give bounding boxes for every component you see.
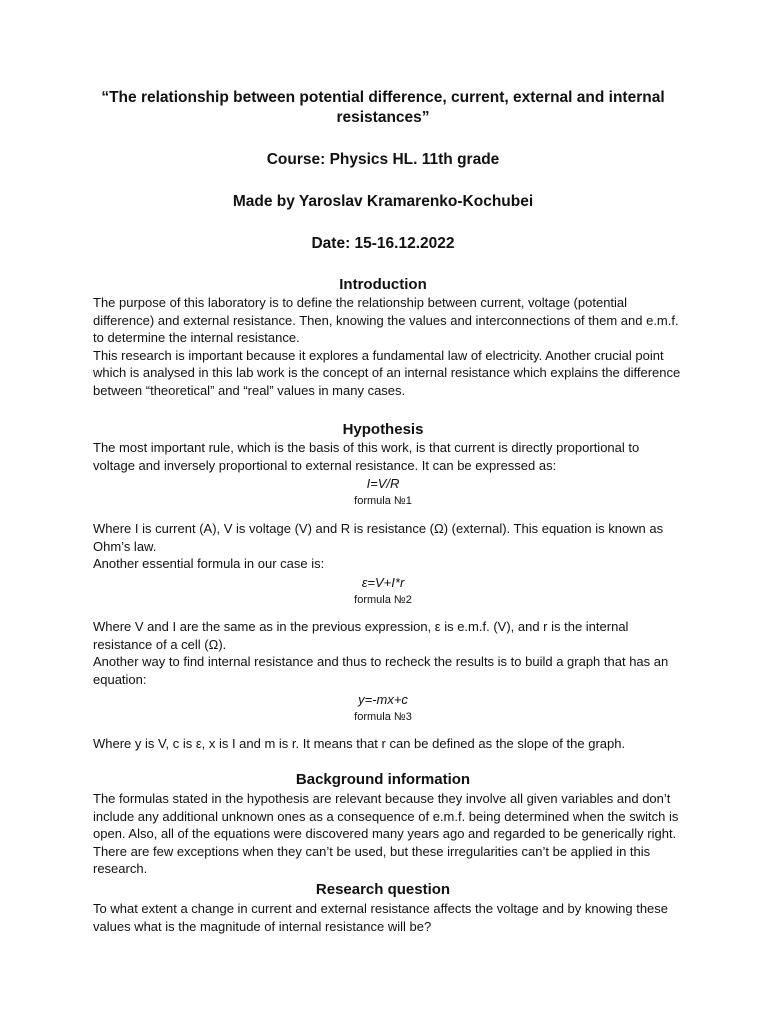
background-heading: Background information bbox=[295, 771, 471, 788]
course-line: Course: Physics HL. 11th grade bbox=[266, 151, 500, 168]
hypothesis-text-3 bbox=[93, 618, 683, 688]
hypothesis-paragraph-1: The most important rule, which is the basis of this work, is that current is directly proportional to voltage and inversely proportional to external resistance. It can be expressed as: bbox=[93, 440, 640, 473]
hypothesis-paragraph-6: Where y is V, c is ε, x is I and m is r. It means that r can be defined as the slope of the graph. bbox=[93, 736, 626, 751]
hypothesis-text-2 bbox=[93, 520, 683, 573]
hypothesis-paragraph-3: Another essential formula in our case is: bbox=[93, 556, 325, 572]
formula-2-caption: formula №2 bbox=[354, 594, 412, 606]
formula-2: ε=V+I*r bbox=[361, 575, 405, 590]
hypothesis-paragraph-4: Where V and I are the same as in the previous expression, ε is e.m.f. (V), and r is the internal resistance of a cell (Ω). bbox=[93, 619, 629, 652]
introduction-paragraph-1: The purpose of this laboratory is to define the relationship between current, voltage (potential difference) and external resistance. Then, knowing the values and interconnections of them and e.m.f. to determine the internal resistance. bbox=[93, 295, 679, 346]
author-line: Made by Yaroslav Kramarenko-Kochubei bbox=[232, 193, 534, 210]
introduction-paragraph-2: This research is important because it explores a fundamental law of electricity. Another crucial point which is analysed in this lab work is the concept of an internal resistance which explains the difference between “theoretical” and “real” values in many cases. bbox=[93, 347, 681, 398]
research-question-heading: Research question bbox=[315, 881, 451, 898]
background-paragraph-1: The formulas stated in the hypothesis are relevant because they involve all given variables and don’t include any additional unknown ones as a consequence of e.m.f. being determined when the switch is open. Also, all of the equations were discovered many years ago and regarded to be generically right. There are few exceptions when they can’t be used, but these irregularities can’t be applied in this research. bbox=[93, 791, 679, 877]
document-title: “The relationship between potential difference, current, external and internal resistances” bbox=[101, 89, 665, 126]
hypothesis-heading: Hypothesis bbox=[342, 421, 424, 438]
formula-1-caption: formula №1 bbox=[354, 495, 412, 507]
research-question-paragraph: To what extent a change in current and external resistance affects the voltage and by knowing these values what is the magnitude of internal resistance will be? bbox=[93, 901, 669, 934]
hypothesis-paragraph-2: Where I is current (A), V is voltage (V) and R is resistance (Ω) (external). This equation is known as Ohm’s law. bbox=[93, 521, 664, 554]
formula-3-caption: formula №3 bbox=[354, 711, 412, 723]
introduction-heading: Introduction bbox=[339, 276, 427, 293]
formula-3: y=-mx+c bbox=[358, 692, 408, 707]
formula-1: I=V/R bbox=[366, 476, 400, 491]
introduction-text bbox=[93, 294, 683, 400]
hypothesis-paragraph-5: Another way to find internal resistance and thus to recheck the results is to build a graph that has an equation: bbox=[93, 654, 669, 687]
date-line: Date: 15-16.12.2022 bbox=[311, 235, 455, 252]
